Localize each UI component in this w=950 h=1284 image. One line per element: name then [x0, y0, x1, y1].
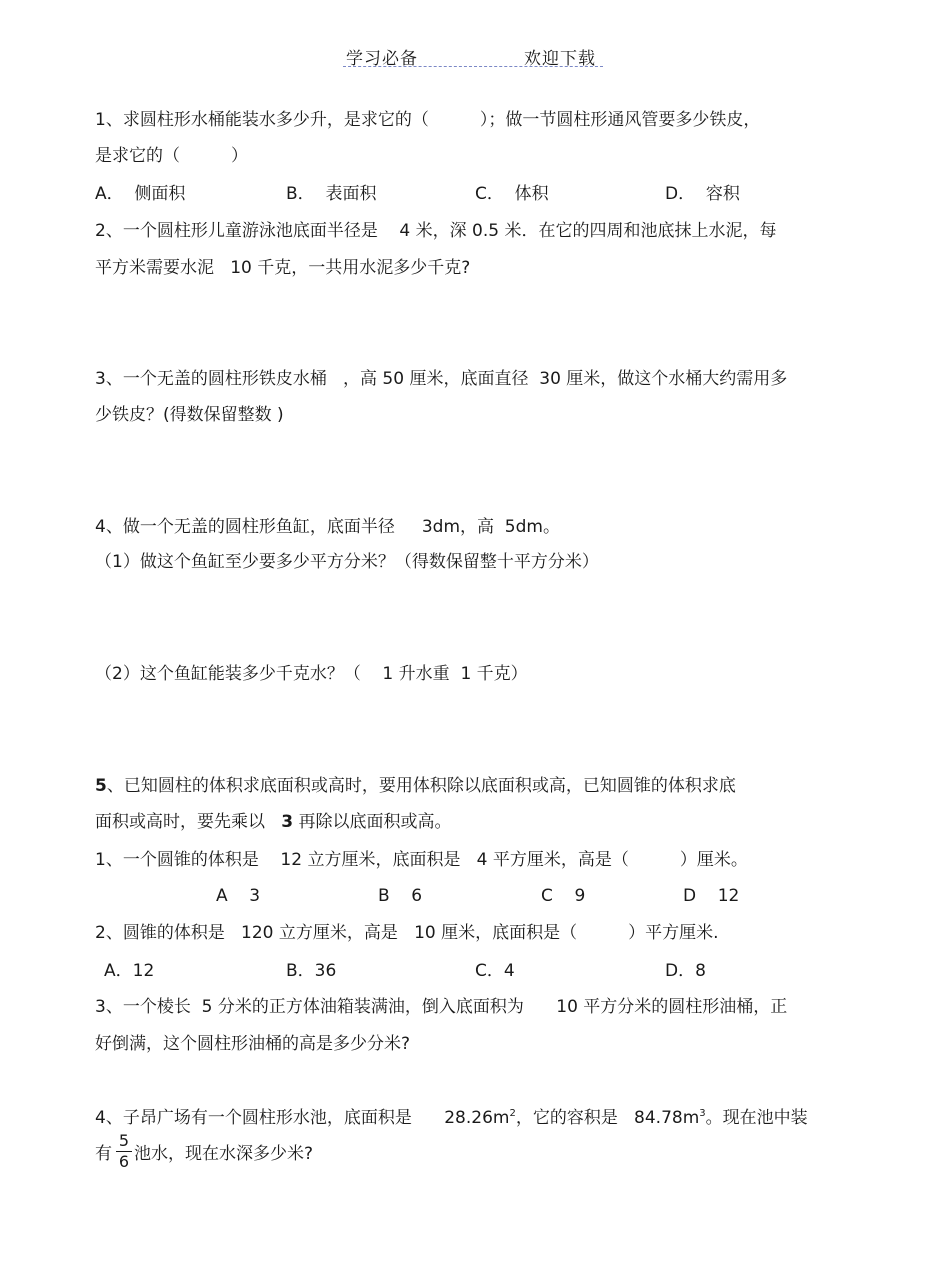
section5-line2 — [95, 810, 451, 834]
header-left: 学习必备 — [346, 49, 418, 69]
q2-line2: 平方米需要水泥 10 千克，一共用水泥多少千克? — [95, 258, 471, 278]
c2-option-d: D．8 — [665, 961, 706, 981]
q4-sub1: （1）做这个鱼缸至少要多少平方分米？（得数保留整十平方分米） — [95, 552, 599, 572]
q2-line1: 2、一个圆柱形儿童游泳池底面半径是 4 米，深 0.5 米．在它的四周和池底抹上水泥，每 — [95, 221, 777, 241]
c2-line: 2、圆锥的体积是 120 立方厘米，高是 10 厘米，底面积是（ ）平方厘米. — [95, 923, 719, 943]
header-right: 欢迎下载 — [524, 49, 596, 69]
c2-option-c: C．4 — [475, 961, 515, 981]
c1-line: 1、一个圆锥的体积是 12 立方厘米，底面积是 4 平方厘米，高是（ ）厘米。 — [95, 850, 748, 870]
c1-option-d: D 12 — [683, 886, 740, 906]
c3-line2: 好倒满，这个圆柱形油桶的高是多少分米? — [95, 1034, 411, 1054]
q1-line2: 是求它的（ ） — [95, 146, 248, 166]
q1-option-d: D． 容积 — [665, 184, 740, 204]
fraction-denominator: 6 — [118, 1152, 130, 1171]
q1-option-a: A． 侧面积 — [95, 184, 186, 204]
fraction-five-sixths — [116, 1132, 132, 1171]
q3-line2: 少铁皮？(得数保留整数 ) — [95, 405, 284, 425]
c1-option-c: C 9 — [541, 886, 586, 906]
c4-line2-post: 池水，现在水深多少米? — [134, 1144, 314, 1164]
q4-sub2: （2）这个鱼缸能装多少千克水？（ 1 升水重 1 千克） — [95, 664, 528, 684]
c4-text-a: 4、子昂广场有一个圆柱形水池，底面积是 28.26m — [95, 1108, 510, 1128]
section5-text2a: 面积或高时，要先乘以 — [95, 812, 282, 832]
c2-option-a: A．12 — [104, 961, 155, 981]
c4-line2-pre: 有 — [95, 1144, 112, 1164]
section5-text2b: 再除以底面积或高。 — [293, 812, 452, 832]
c3-line1: 3、一个棱长 5 分米的正方体油箱装满油，倒入底面积为 10 平方分米的圆柱形油桶，正 — [95, 997, 788, 1017]
q3-line1: 3、一个无盖的圆柱形铁皮水桶 ，高 50 厘米，底面直径 30 厘米，做这个水桶大约需用多 — [95, 369, 788, 389]
c1-option-b: B 6 — [378, 886, 423, 906]
c4-exponent-3: 3 — [699, 1108, 706, 1119]
c4-exponent-2: 2 — [509, 1108, 516, 1119]
q1-line1: 1、求圆柱形水桶能装水多少升，是求它的（ ）；做一节圆柱形通风管要多少铁皮， — [95, 110, 761, 130]
section5-line1 — [95, 774, 736, 798]
c2-option-b: B．36 — [286, 961, 337, 981]
section5-text1: 、已知圆柱的体积求底面积或高时，要用体积除以底面积或高，已知圆锥的体积求底 — [106, 776, 736, 796]
section5-number: 5 — [95, 776, 107, 796]
q1-option-c: C． 体积 — [475, 184, 549, 204]
c4-text-c: 。现在池中装 — [705, 1108, 808, 1128]
q4-line1: 4、做一个无盖的圆柱形鱼缸，底面半径 3dm，高 5dm。 — [95, 517, 560, 537]
section5-factor: 3 — [281, 812, 294, 832]
header-divider — [343, 66, 603, 67]
c4-line1 — [95, 1106, 808, 1130]
c4-text-b: ，它的容积是 84.78m — [515, 1108, 700, 1128]
c1-option-a: A 3 — [216, 886, 261, 906]
q1-option-b: B． 表面积 — [286, 184, 377, 204]
fraction-numerator: 5 — [118, 1131, 130, 1150]
